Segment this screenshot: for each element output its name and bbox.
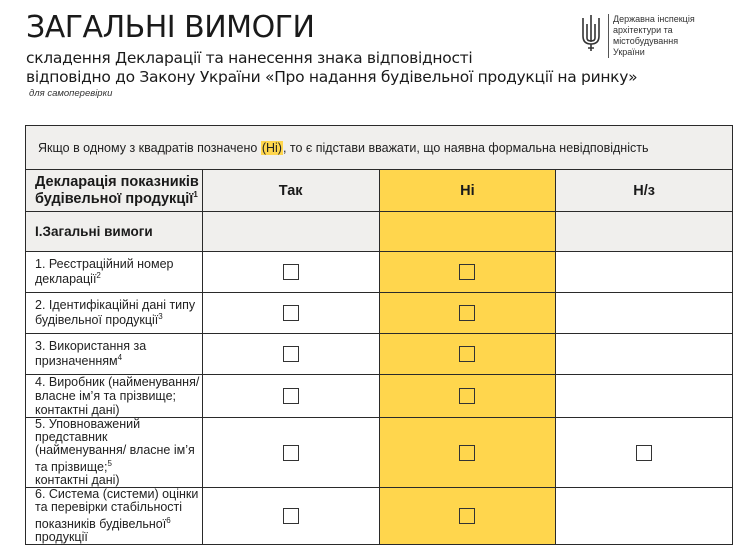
agency-name-line-1: Державна інспекція	[613, 14, 695, 24]
table-row	[26, 334, 733, 375]
row-label	[26, 334, 203, 375]
no-cell	[379, 293, 556, 334]
section-yes-cell	[202, 212, 379, 252]
section-na-cell	[556, 212, 733, 252]
header-label-text: Декларація показників будівельної продукції	[35, 174, 199, 207]
declaration-table	[25, 125, 733, 545]
no-checkbox[interactable]	[459, 346, 475, 362]
col-yes-header: Так	[202, 170, 379, 212]
row-label-text: 3. Використання за призначенням	[35, 339, 147, 369]
na-checkbox[interactable]	[636, 445, 652, 461]
row-footnote: 2	[96, 271, 101, 281]
no-highlight: (Ні)	[261, 140, 282, 155]
section-title: І.Загальні вимоги	[26, 212, 203, 252]
row-footnote: 6	[166, 516, 171, 526]
row-label	[26, 488, 203, 545]
trident-icon	[580, 14, 602, 52]
row-label-text: 6. Система (системи) оцінки та перевірки стабільності показників будівельної	[35, 487, 199, 532]
instruction-after: , то є підстави вважати, що наявна формальна невідповідність	[282, 140, 649, 155]
row-label-text: 2. Ідентифікаційні дані типу будівельної продукції	[35, 298, 196, 328]
table-row	[26, 418, 733, 488]
row-footnote: 4	[117, 353, 123, 363]
yes-checkbox[interactable]	[283, 346, 299, 362]
page-title: ЗАГАЛЬНІ ВИМОГИ	[26, 10, 315, 45]
col-no-header: Ні	[379, 170, 556, 212]
row-footnote: 3	[158, 312, 163, 322]
agency-logo	[580, 14, 733, 58]
self-check-note: для самоперевірки	[29, 88, 113, 99]
subtitle-line-1: складення Декларації та нанесення знака відповідності	[26, 49, 473, 67]
row-label-text: 1. Реєстраційний номер декларації	[35, 257, 174, 287]
section-row	[26, 212, 733, 252]
na-cell	[556, 293, 733, 334]
na-cell	[556, 334, 733, 375]
agency-name-line-3: України	[613, 47, 645, 57]
no-checkbox[interactable]	[459, 508, 475, 524]
agency-name-line-2: архітектури та містобудування	[613, 25, 679, 46]
row-label	[26, 418, 203, 488]
yes-checkbox[interactable]	[283, 264, 299, 280]
table-row	[26, 252, 733, 293]
no-checkbox[interactable]	[459, 445, 475, 461]
yes-checkbox[interactable]	[283, 445, 299, 461]
row-label	[26, 375, 203, 418]
row-label	[26, 252, 203, 293]
header-label	[26, 170, 203, 212]
yes-cell	[202, 418, 379, 488]
no-cell	[379, 252, 556, 293]
yes-cell	[202, 252, 379, 293]
na-cell	[556, 418, 733, 488]
header-footnote: 1	[193, 190, 198, 200]
yes-cell	[202, 488, 379, 545]
table-header	[26, 170, 733, 212]
section-no-cell	[379, 212, 556, 252]
instruction-text	[26, 126, 733, 170]
instruction-before: Якщо в одному з квадратів позначено	[38, 140, 261, 155]
yes-cell	[202, 375, 379, 418]
table-row	[26, 375, 733, 418]
no-checkbox[interactable]	[459, 305, 475, 321]
yes-checkbox[interactable]	[283, 388, 299, 404]
na-cell	[556, 488, 733, 545]
agency-name	[608, 14, 733, 58]
table-row	[26, 488, 733, 545]
subtitle-line-2: відповідно до Закону України «Про надання будівельної продукції на ринку»	[26, 68, 638, 86]
col-na-header: Н/з	[556, 170, 733, 212]
row-label-text-2: контактні дані)	[35, 473, 120, 488]
yes-cell	[202, 293, 379, 334]
no-checkbox[interactable]	[459, 264, 475, 280]
yes-checkbox[interactable]	[283, 508, 299, 524]
instruction-banner	[26, 126, 733, 170]
no-checkbox[interactable]	[459, 388, 475, 404]
no-cell	[379, 375, 556, 418]
row-label-text: 5. Уповноважений представник (найменування/ власне ім’я та прізвище;	[35, 417, 195, 475]
no-cell	[379, 418, 556, 488]
row-label	[26, 293, 203, 334]
row-label-text: 4. Виробник (найменування/ власне ім’я та прізвище; контактні дані)	[35, 375, 200, 417]
row-label-text-2: продукції	[35, 530, 88, 545]
yes-cell	[202, 334, 379, 375]
na-cell	[556, 375, 733, 418]
row-footnote: 5	[107, 459, 112, 468]
na-cell	[556, 252, 733, 293]
no-cell	[379, 488, 556, 545]
yes-checkbox[interactable]	[283, 305, 299, 321]
no-cell	[379, 334, 556, 375]
table-row	[26, 293, 733, 334]
